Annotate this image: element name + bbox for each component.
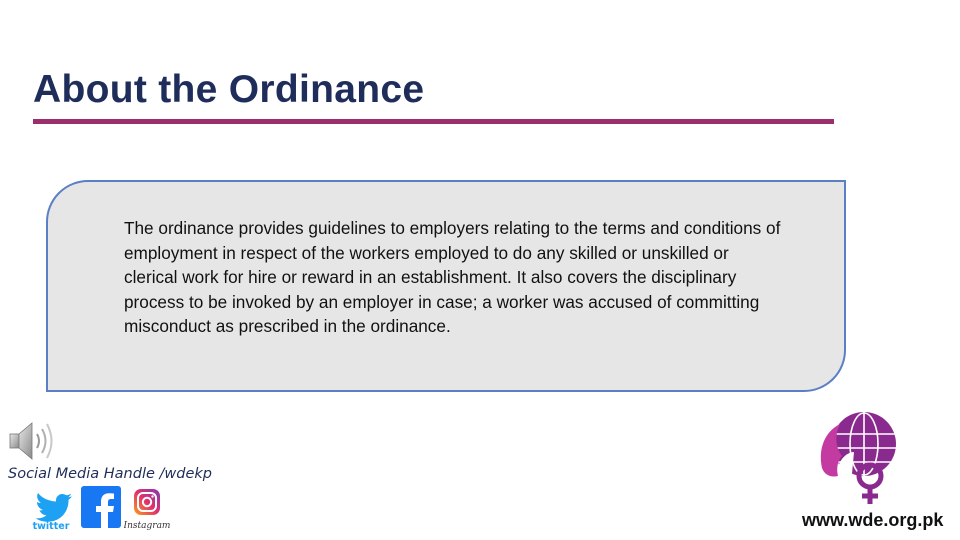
title-underline bbox=[33, 119, 834, 124]
wde-logo bbox=[814, 408, 910, 506]
content-box bbox=[46, 180, 846, 392]
facebook-icon[interactable] bbox=[81, 486, 121, 528]
ordinance-description: The ordinance provides guidelines to employers relating to the terms and conditions of employment in respect of the workers employed to do any skilled or unskilled or clerical work for hire or reward in an establishment. It also covers the disciplinary process to be invoked by an employer in case; a worker was accused of committing misconduct as prescribed in the ordinance. bbox=[124, 218, 781, 336]
instagram-wordmark: Instagram bbox=[124, 521, 170, 531]
instagram-icon[interactable] bbox=[124, 488, 170, 532]
slide-title: About the Ordinance bbox=[33, 68, 425, 111]
twitter-icon[interactable] bbox=[26, 488, 76, 532]
website-url[interactable]: www.wde.org.pk bbox=[802, 510, 944, 530]
speaker-icon[interactable] bbox=[8, 418, 58, 464]
social-media-handle: Social Media Handle /wdekp bbox=[8, 466, 212, 482]
twitter-wordmark: twitter bbox=[32, 521, 70, 532]
